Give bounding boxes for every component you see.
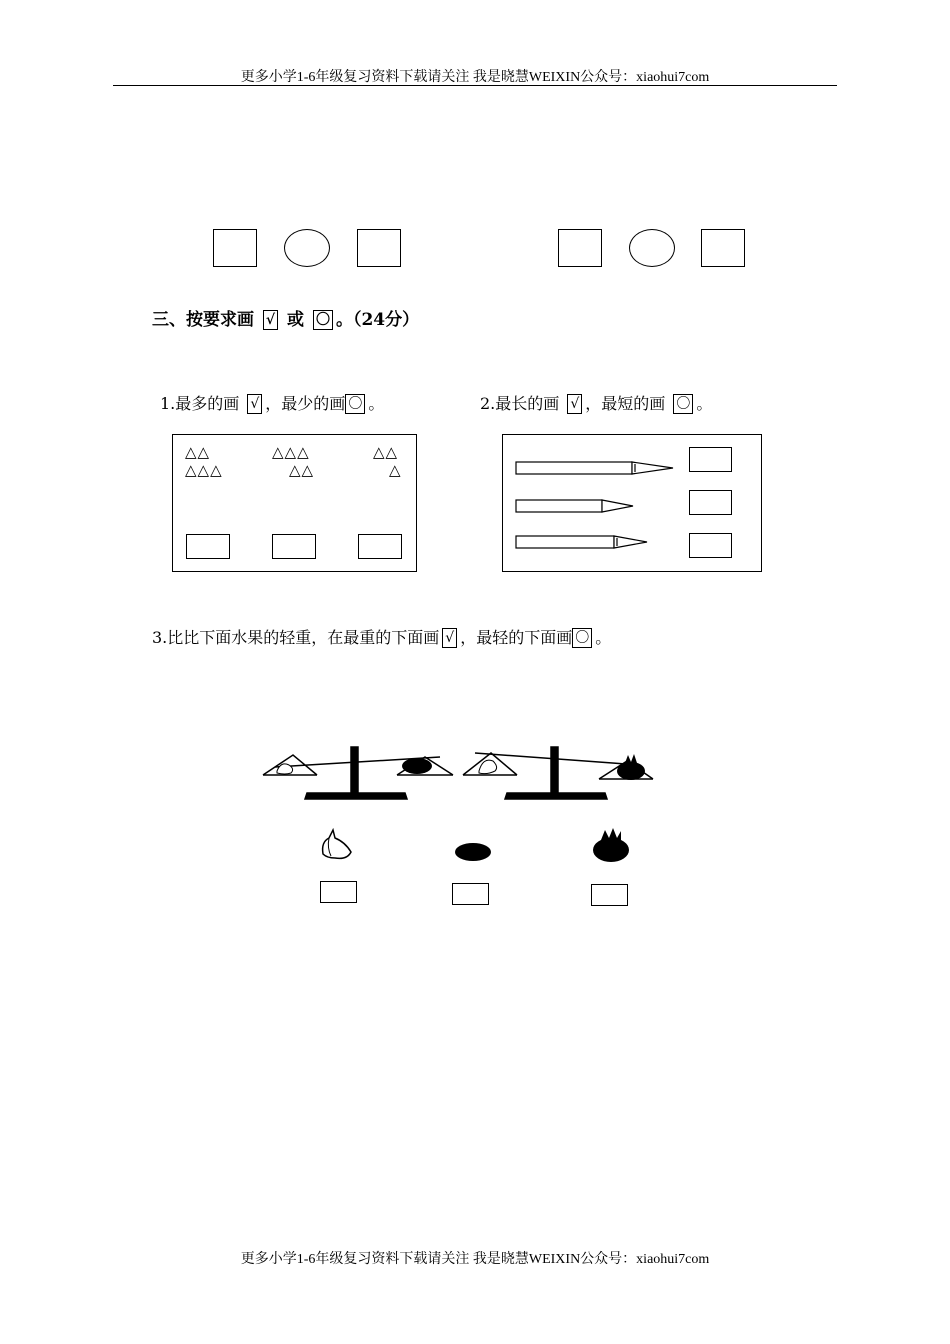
pear-icon (479, 760, 497, 774)
question-end: 。 (696, 394, 713, 413)
fruits-row (315, 826, 640, 866)
pencil-long-icon (516, 462, 673, 474)
page-header: 更多小学1-6年级复习资料下载请关注 我是晓慧WEIXIN公众号：xiaohui7com (240, 70, 710, 85)
section-title (152, 305, 419, 330)
triangle-group: △△△ (272, 443, 310, 461)
circle-symbol: 〇 (673, 394, 693, 414)
question-2 (480, 391, 712, 414)
plum-icon (402, 758, 432, 774)
check-mark-symbol: √ (567, 394, 582, 414)
section-title-prefix: 三、按要求画 (152, 310, 254, 330)
pineapple-icon (617, 754, 645, 780)
pencil-short-icon (516, 500, 633, 512)
question-text: 最长的画 (495, 394, 560, 413)
question-text: 比比下面水果的轻重，在最重的下面画 (167, 628, 440, 647)
section-title-or: 或 (287, 310, 305, 330)
question-3 (152, 625, 611, 648)
section-title-suffix: 。（24分） (335, 310, 420, 330)
question-number: 3. (152, 628, 168, 647)
question-number: 1. (160, 394, 176, 413)
answer-box[interactable] (320, 881, 357, 903)
compare-circle[interactable] (284, 229, 330, 267)
answer-box[interactable] (452, 883, 489, 905)
triangle-group: △△ (185, 443, 211, 461)
answer-box[interactable] (358, 534, 402, 559)
header-divider (113, 85, 837, 86)
compare-circle[interactable] (629, 229, 675, 267)
pineapple-icon (593, 828, 629, 862)
answer-box[interactable] (689, 490, 732, 515)
pear-icon (277, 764, 293, 774)
pencil-medium-icon (516, 536, 647, 548)
triangle-groups-panel (172, 434, 417, 572)
question-end: 。 (595, 628, 612, 647)
answer-box[interactable] (558, 229, 602, 267)
question-text: ，最轻的下面画 (460, 628, 573, 647)
question-text: 最多的画 (175, 394, 240, 413)
check-mark-symbol: √ (247, 394, 262, 414)
answer-box[interactable] (357, 229, 401, 267)
plum-icon (455, 843, 491, 861)
circle-symbol: 〇 (572, 628, 592, 648)
answer-box[interactable] (213, 229, 257, 267)
answer-box[interactable] (689, 447, 732, 472)
question-end: 。 (368, 394, 385, 413)
circle-symbol: 〇 (345, 394, 365, 414)
question-text: ，最短的画 (585, 394, 666, 413)
question-1 (160, 391, 384, 414)
pencils-panel (502, 434, 762, 572)
answer-box[interactable] (701, 229, 745, 267)
answer-box[interactable] (186, 534, 230, 559)
answer-box[interactable] (689, 533, 732, 558)
page-footer: 更多小学1-6年级复习资料下载请关注 我是晓慧WEIXIN公众号：xiaohui7com (240, 1252, 710, 1267)
question-number: 2. (480, 394, 496, 413)
triangle-group: △△△ (185, 461, 223, 479)
check-mark-symbol: √ (263, 310, 278, 330)
answer-box[interactable] (272, 534, 316, 559)
pear-icon (323, 830, 351, 858)
balance-scales-drawing (255, 735, 655, 805)
triangle-group: △△ (373, 443, 399, 461)
circle-symbol: 〇 (313, 310, 333, 330)
question-text: ，最少的画 (265, 394, 346, 413)
triangle-group: △ (389, 461, 402, 479)
answer-box[interactable] (591, 884, 628, 906)
check-mark-symbol: √ (442, 628, 457, 648)
triangle-group: △△ (289, 461, 315, 479)
